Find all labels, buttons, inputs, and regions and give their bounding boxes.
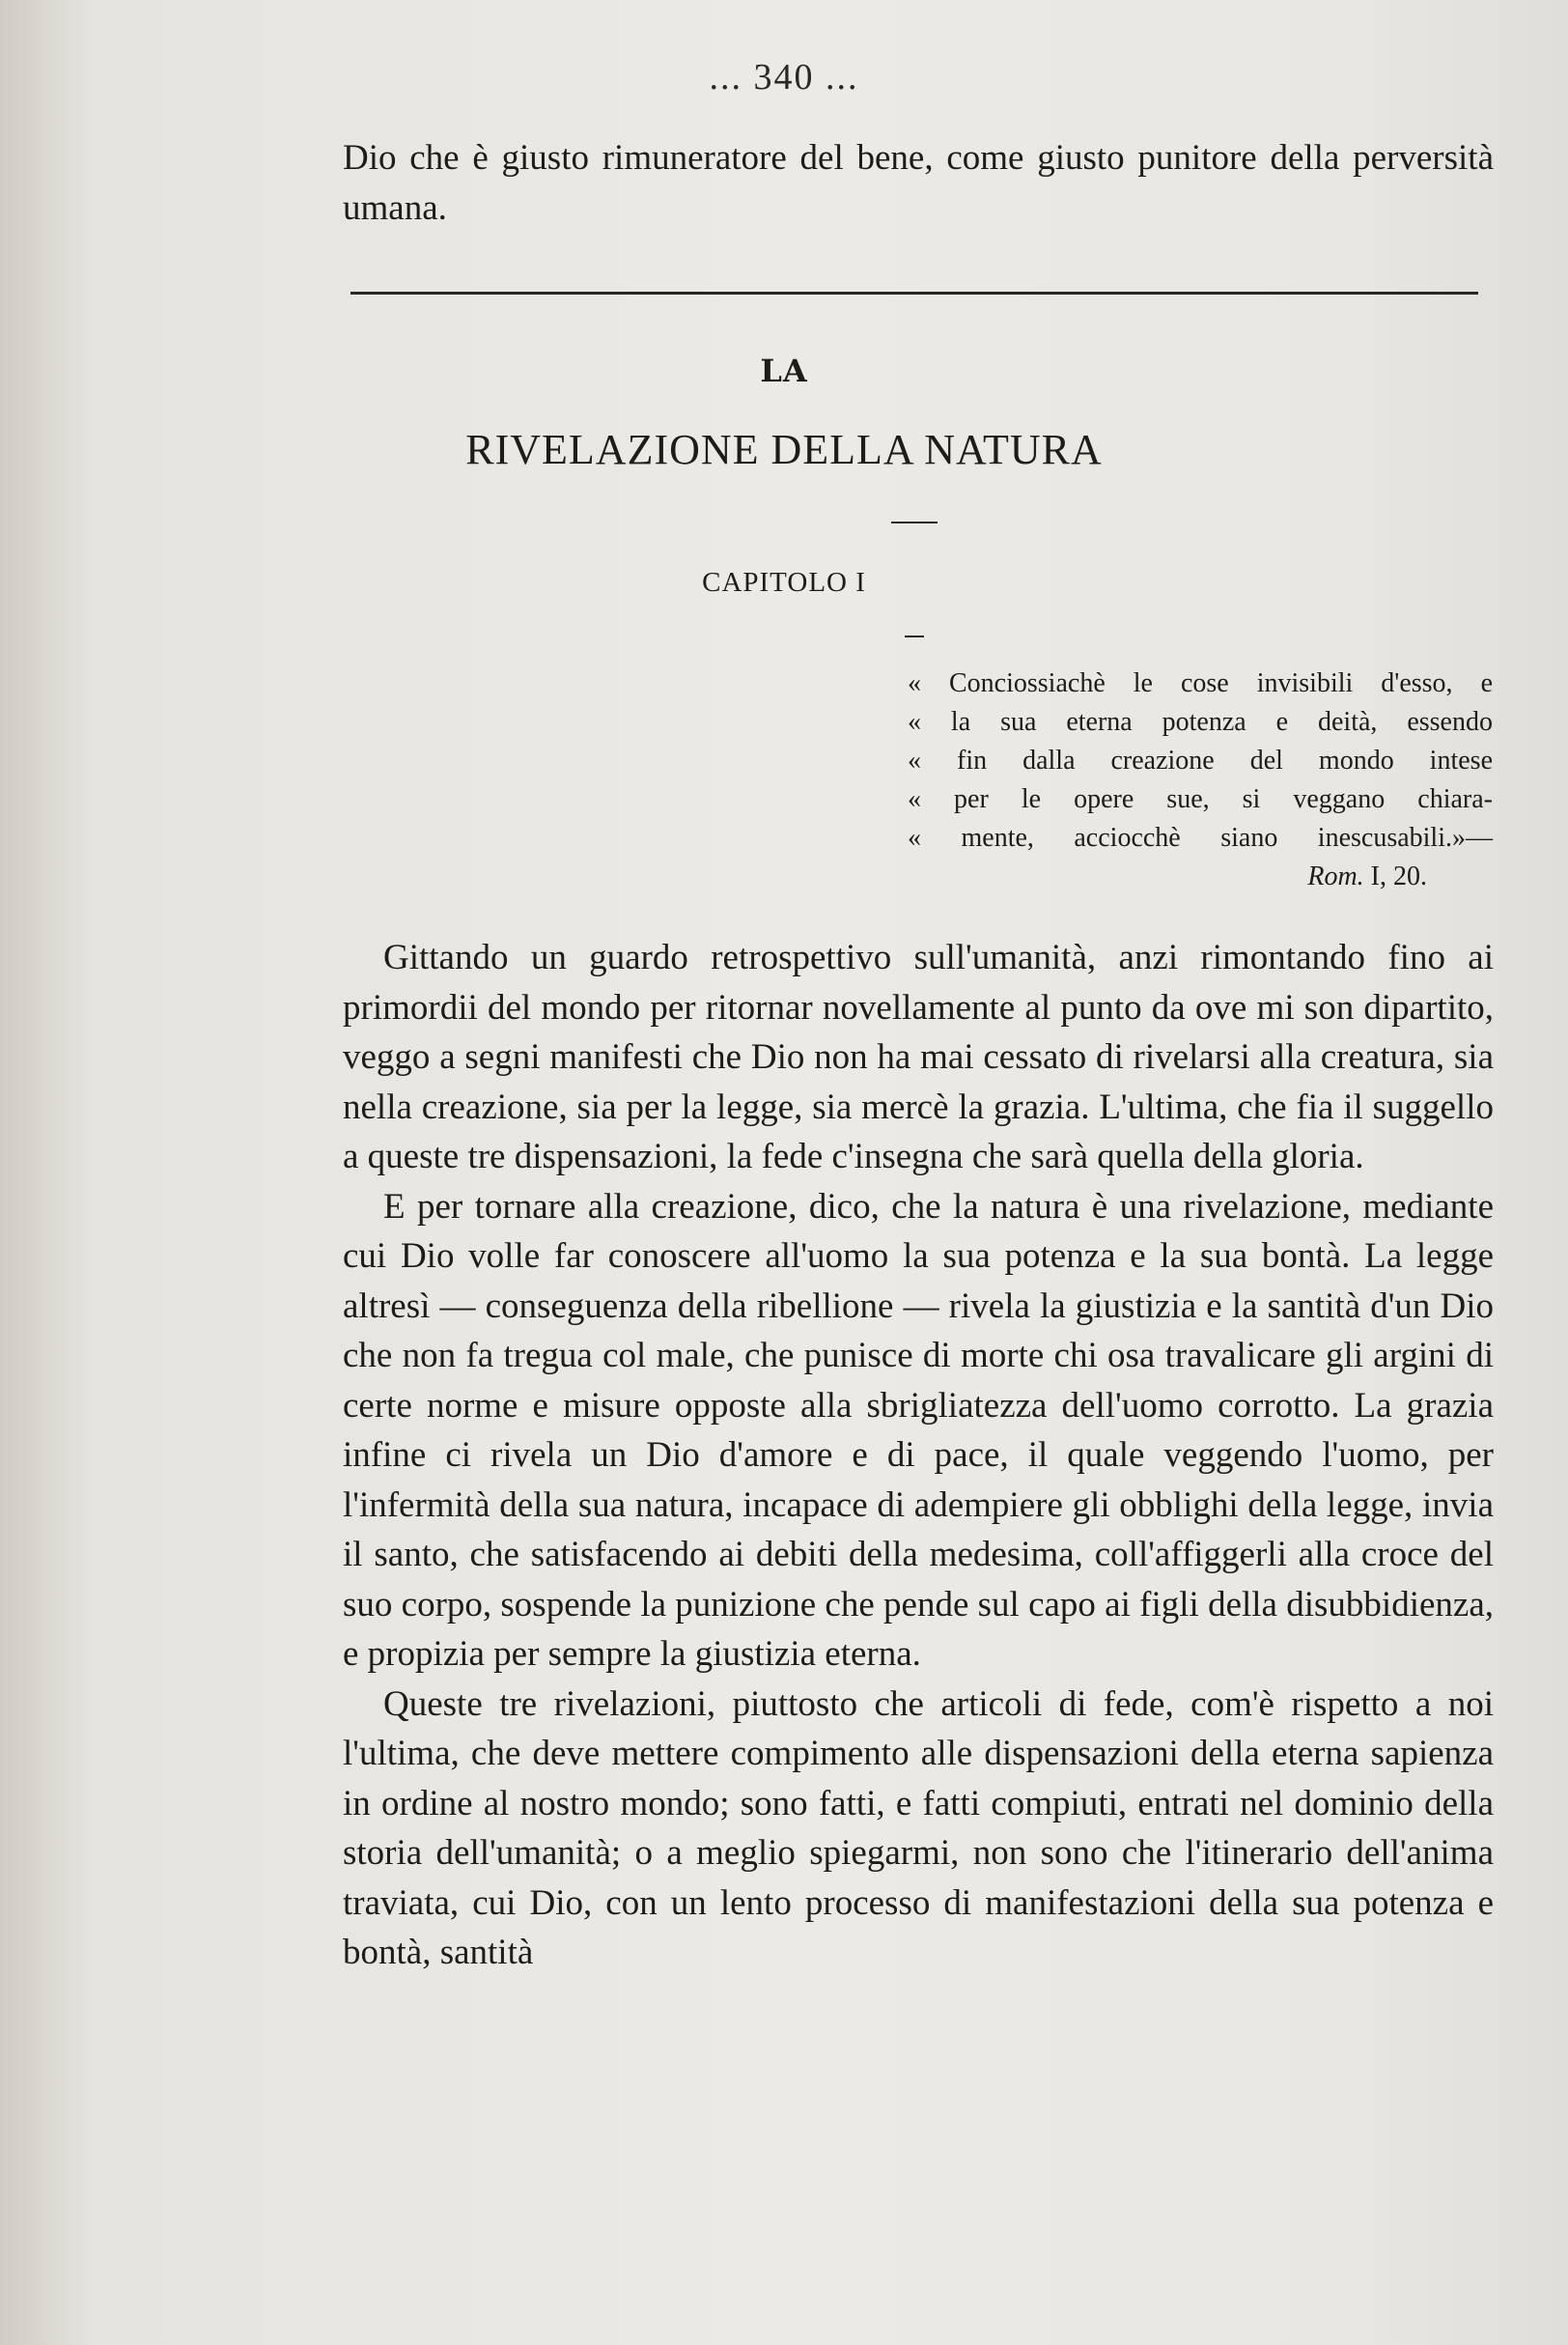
title-rule — [891, 522, 938, 523]
chapter-rule — [905, 636, 924, 637]
chapter-label: CAPITOLO I — [702, 567, 866, 598]
epigraph-line: « per le opere sue, si veggano chiara- — [908, 784, 1493, 814]
body-text — [343, 933, 1494, 1978]
epigraph-line: « mente, acciocchè siano inescusabili.»— — [908, 823, 1493, 853]
epigraph-ref-verse: I, 20. — [1363, 862, 1427, 891]
page-number: ... 340 ... — [709, 57, 859, 98]
epigraph-line: « fin dalla creazione del mondo intese — [908, 746, 1493, 776]
continued-paragraph: Dio che è giusto rimuneratore del bene, come giusto punitore della perversità umana. — [343, 138, 1494, 228]
epigraph — [908, 664, 1493, 896]
section-title: RIVELAZIONE DELLA NATURA — [465, 426, 1103, 473]
epigraph-reference — [908, 858, 1493, 896]
section-kicker: LA — [760, 353, 808, 389]
paragraph: E per tornare alla creazione, dico, che la natura è una rivelazione, mediante cui Dio volle far conoscere all'uomo la sua potenza e la sua bontà. La legge altresì — conseguenza della ribellione — rivela la giustizia e la santità d'un Dio che non fa tregua col male, che punisce di morte chi osa travalicare gli argini di certe norme e misure opposte alla sbrigliatezza dell'uomo corrotto. La grazia infine ci rivela un Dio d'amore e di pace, il quale veggendo l'uomo, per l'infermità della sua natura, incapace di adempiere gli obblighi della legge, invia il santo, che satisfacendo ai debiti della medesima, coll'affiggerli alla croce del suo corpo, sospende la punizione che pende sul capo ai figli della disubbidienza, e propizia per sempre la giustizia eterna. — [343, 1186, 1494, 1674]
epigraph-line: « Conciossiachè le cose invisibili d'esso, e — [908, 668, 1493, 698]
paragraph: Queste tre rivelazioni, piuttosto che articoli di fede, com'è rispetto a noi l'ultima, che deve mettere compimento alle dispensazioni della eterna sapienza in ordine al nostro mondo; sono fatti, e fatti compiuti, entrati nel dominio della storia dell'umanità; o a meglio spiegarmi, non sono che l'itinerario dell'anima traviata, cui Dio, con un lento processo di manifestazioni della sua potenza e bontà, santità — [343, 1683, 1494, 1972]
paragraph: Gittando un guardo retrospettivo sull'umanità, anzi rimontando fino ai primordii del mondo per ritornar novellamente al punto da ove mi son dipartito, veggo a segni manifesti che Dio non ha mai cessato di rivelarsi alla creatura, sia nella creazione, sia per la legge, sia mercè la grazia. L'ultima, che fia il suggello a queste tre dispensazioni, la fede c'insegna che sarà quella della gloria. — [343, 938, 1494, 1176]
section-divider — [350, 292, 1478, 295]
epigraph-line: « la sua eterna potenza e deità, essendo — [908, 707, 1493, 737]
epigraph-ref-book: Rom. — [1307, 862, 1364, 891]
